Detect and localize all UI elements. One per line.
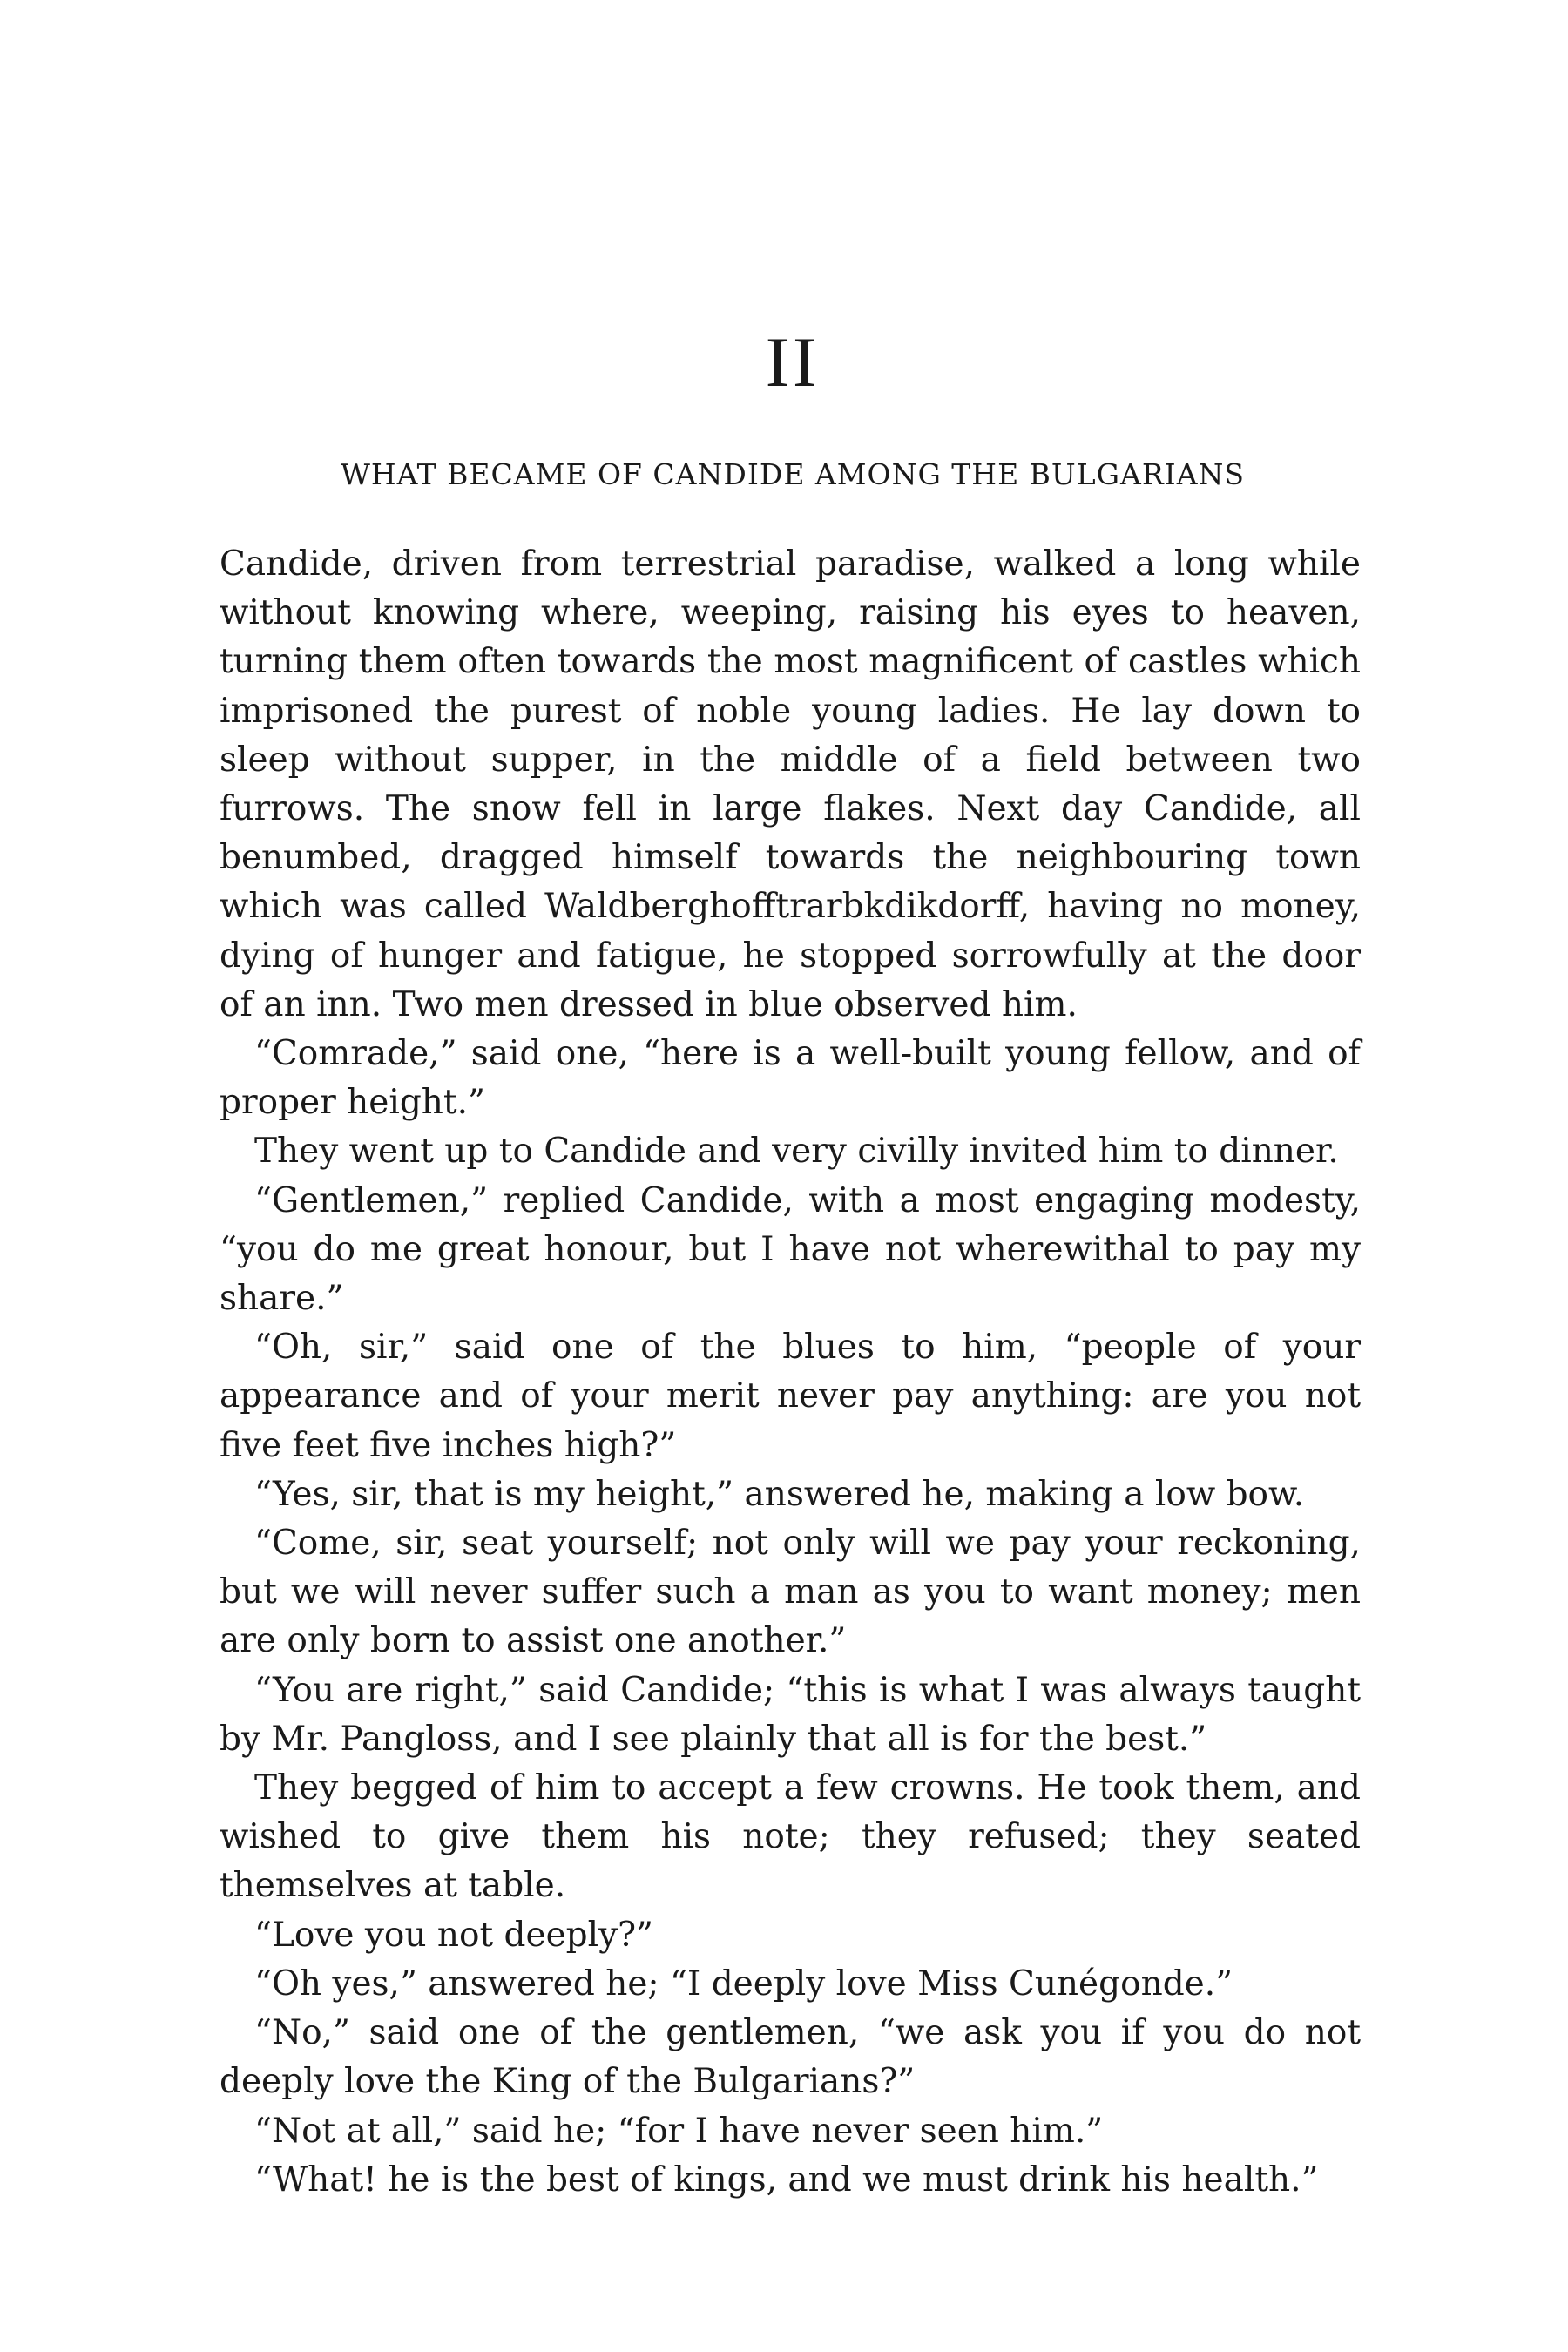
paragraph: “Gentlemen,” replied Candide, with a most engaging modesty, “you do me great honour, but I have not wherewithal to pay my share.” <box>220 1180 1361 1319</box>
paragraph: “You are right,” said Candide; “this is what I was always taught by Mr. Pangloss, and I see plainly that all is for the best.” <box>220 1670 1361 1759</box>
paragraph: “Oh yes,” answered he; “I deeply love Miss Cunégonde.” <box>254 1963 1233 2004</box>
chapter-number: II <box>765 322 821 402</box>
chapter-title: WHAT BECAME OF CANDIDE AMONG THE BULGARIANS <box>340 457 1246 491</box>
paragraph: “Come, sir, seat yourself; not only will we pay your reckoning, but we will never suffer such a man as you to want money; men are only born to assist one another.” <box>220 1524 1361 1661</box>
paragraph: “Oh, sir,” said one of the blues to him, “people of your appearance and of your merit never pay anything: are you not five feet five inches high?” <box>220 1328 1361 1465</box>
paragraph: Candide, driven from terrestrial paradise, walked a long while without knowing where, weeping, raising his eyes to heaven, turning them often towards the most magnificent of castles which imprisoned the purest of noble young ladies. He lay down to sleep without supper, in the middle of a field between two furrows. The snow fell in large flakes. Next day Candide, all benumbed, dragged himself towards the neighbouring town which was called Waldberghofftrarbkdikdorff, having no money, dying of hunger and fatigue, he stopped sorrowfully at the door of an inn. Two men dressed in blue observed him. <box>220 544 1361 1024</box>
paragraph: “Comrade,” said one, “here is a well-built young fellow, and of proper height.” <box>220 1034 1361 1123</box>
paragraph: “Not at all,” said he; “for I have never seen him.” <box>254 2111 1104 2151</box>
paragraph: “What! he is the best of kings, and we must drink his health.” <box>254 2159 1319 2200</box>
paragraph: “Love you not deeply?” <box>254 1915 653 1955</box>
paragraph: “No,” said one of the gentlemen, “we ask you if you do not deeply love the King of the Bulgarians?” <box>220 2013 1361 2102</box>
paragraph: They went up to Candide and very civilly invited him to dinner. <box>254 1132 1339 1172</box>
chapter-body <box>220 540 1361 2205</box>
paragraph: “Yes, sir, that is my height,” answered he, making a low bow. <box>254 1474 1305 1514</box>
paragraph: They begged of him to accept a few crowns. He took them, and wished to give them his note; they refused; they seated themselves at table. <box>220 1768 1361 1906</box>
